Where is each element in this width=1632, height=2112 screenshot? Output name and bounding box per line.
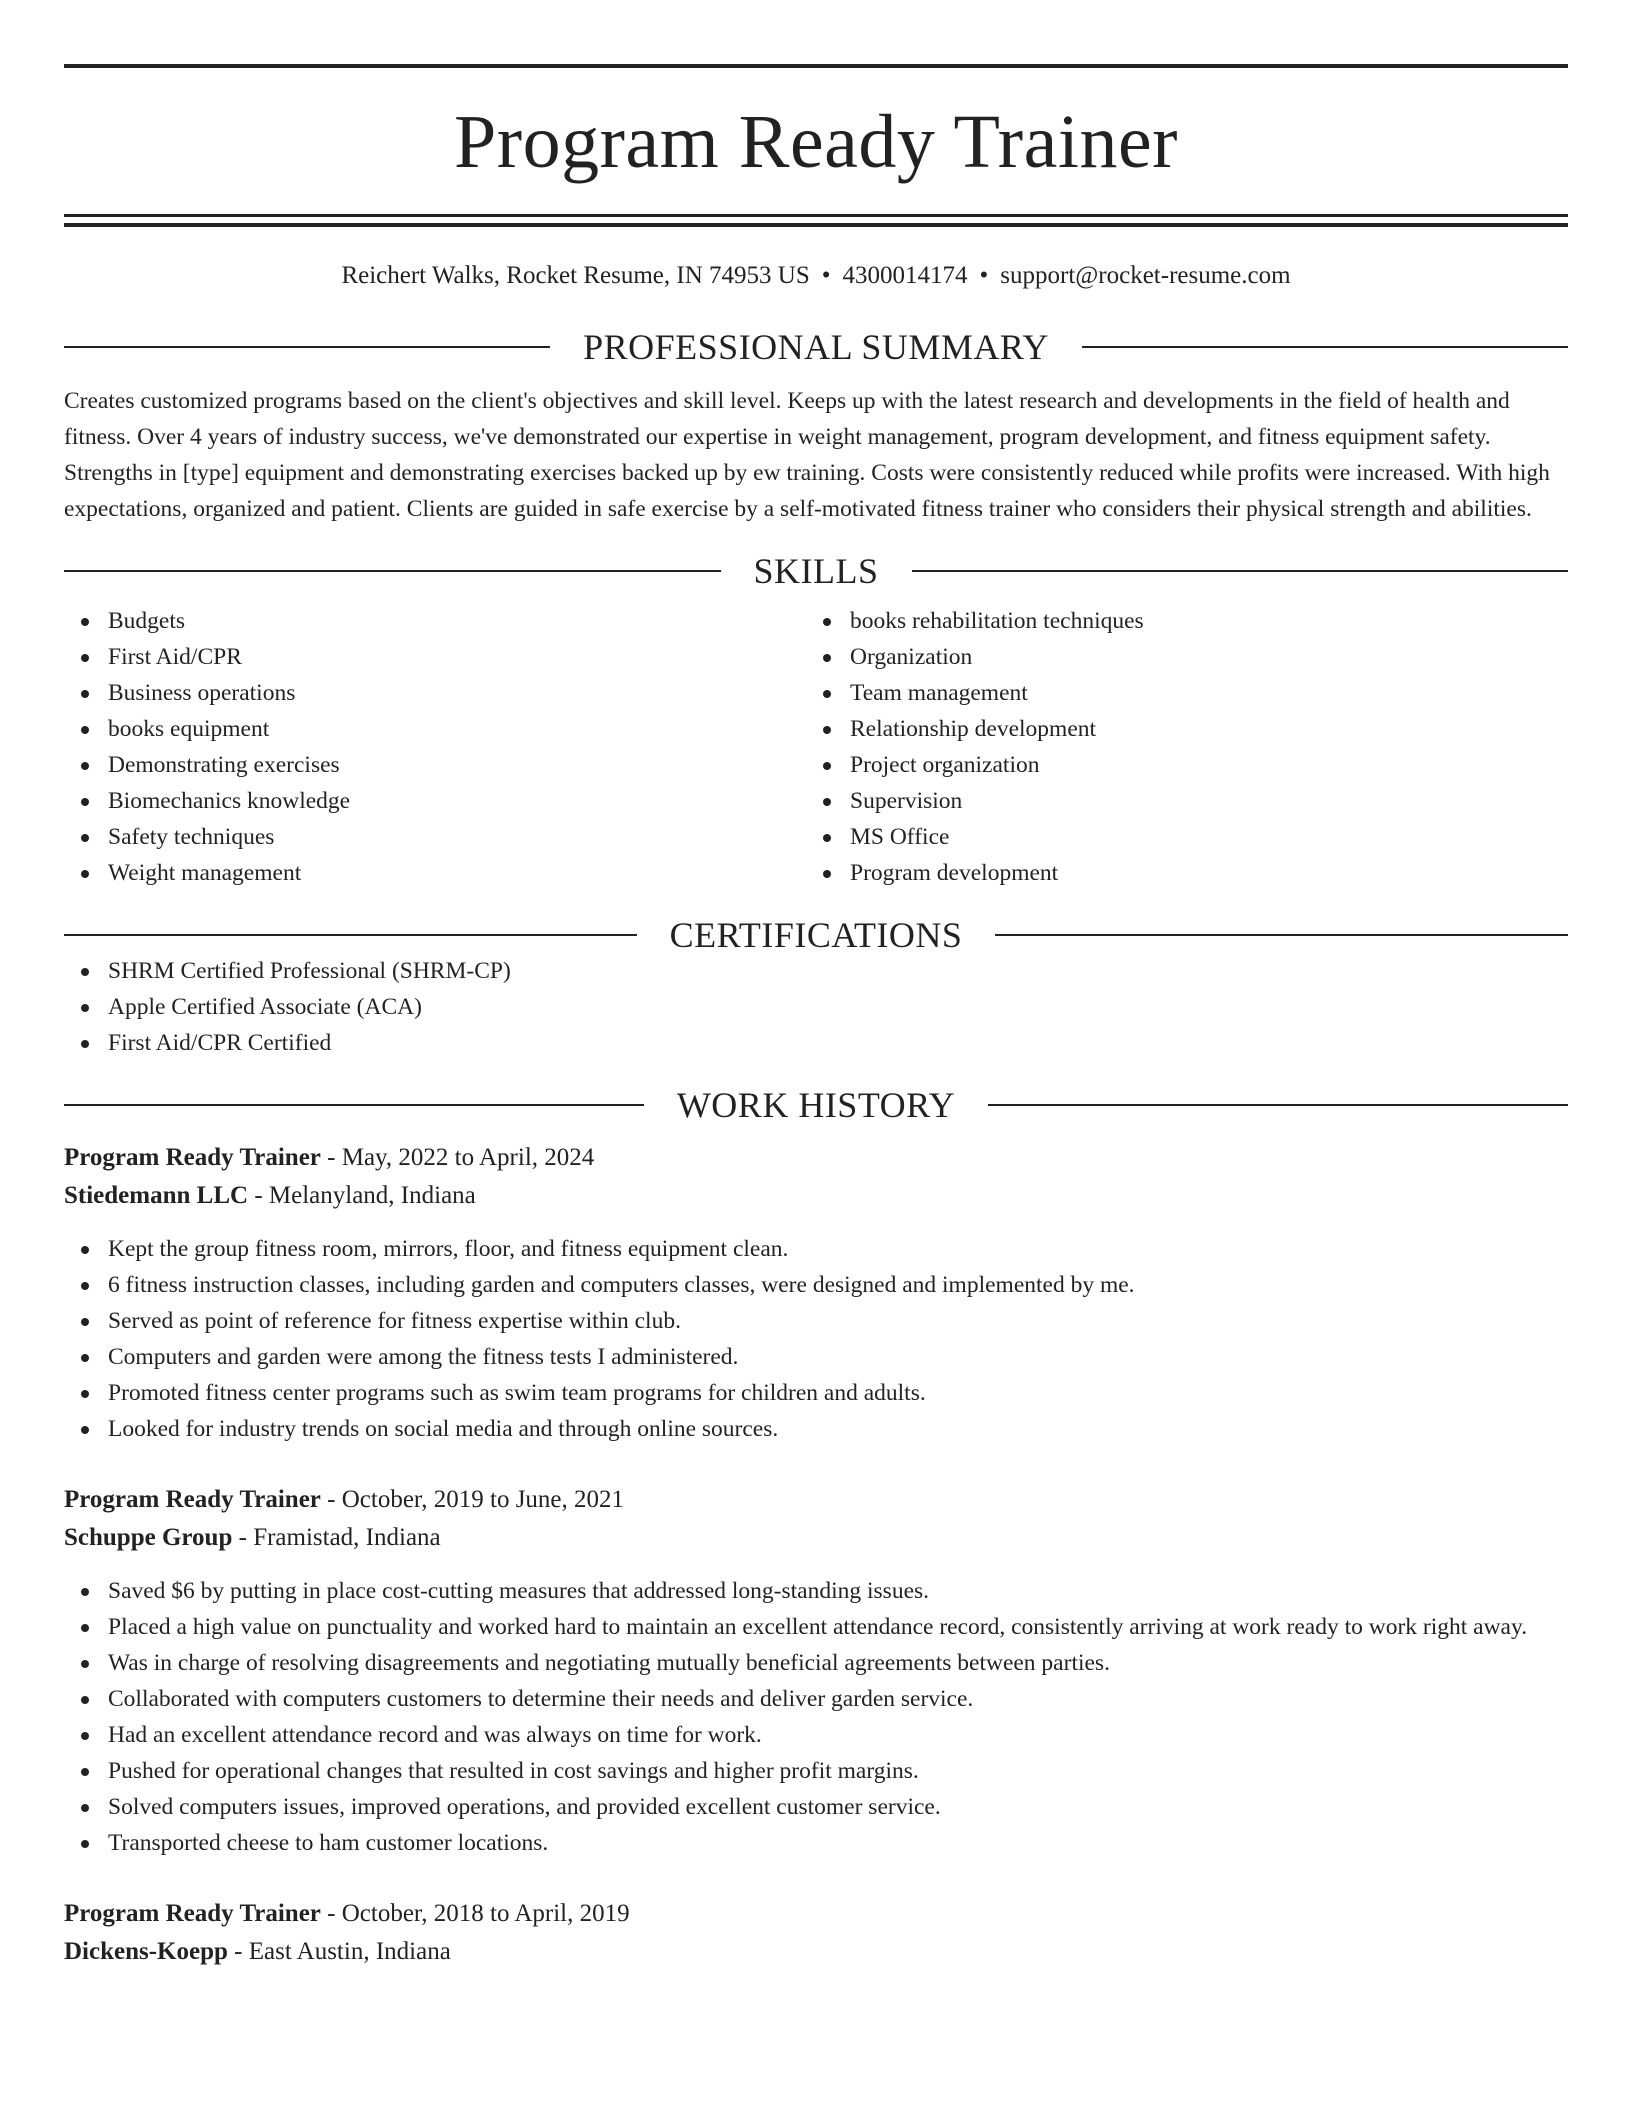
- skill-item: books rehabilitation techniques: [806, 603, 1548, 639]
- job-bullet: Served as point of reference for fitness expertise within club.: [64, 1303, 1568, 1339]
- summary-heading: [64, 329, 1568, 365]
- skills-heading: [64, 553, 1568, 589]
- contact-address: Reichert Walks, Rocket Resume, IN 74953 US: [341, 262, 810, 289]
- job-entry: [64, 1139, 1568, 1447]
- skill-item: Demonstrating exercises: [64, 747, 806, 783]
- skill-item: Safety techniques: [64, 819, 806, 855]
- job-bullet: Collaborated with computers customers to determine their needs and deliver garden service.: [64, 1681, 1568, 1717]
- certification-item: SHRM Certified Professional (SHRM-CP): [64, 953, 1568, 989]
- job-dash: -: [320, 1900, 342, 1927]
- skill-item: First Aid/CPR: [64, 639, 806, 675]
- heading-rule: [988, 1104, 1568, 1106]
- job-dash: -: [320, 1144, 342, 1171]
- job-bullet: Was in charge of resolving disagreements and negotiating mutually beneficial agreements between parties.: [64, 1645, 1568, 1681]
- job-bullets: [64, 1573, 1568, 1861]
- job-dash: -: [232, 1524, 254, 1551]
- skill-item: Project organization: [806, 747, 1548, 783]
- summary-text: Creates customized programs based on the client's objectives and skill level. Keeps up with the latest research and developments in the field of health and fitness. Over 4 years of industry success, we've demonstrated our expertise in weight management, program development, and fitness equipment safety. Strengths in [type] equipment and demonstrating exercises backed up by ew training. Costs were consistently reduced while profits were increased. With high expectations, organized and patient. Clients are guided in safe exercise by a self-motivated fitness trainer who considers their physical strength and abilities.: [64, 388, 1550, 522]
- skill-item: Budgets: [64, 603, 806, 639]
- summary-title: PROFESSIONAL SUMMARY: [583, 327, 1049, 367]
- heading-rule: [64, 570, 721, 572]
- job-bullet: Placed a high value on punctuality and worked hard to maintain an excellent attendance record, consistently arriving at work ready to work right away.: [64, 1609, 1568, 1645]
- skill-item: Supervision: [806, 783, 1548, 819]
- job-company-line: [64, 1933, 1568, 1971]
- job-bullets: [64, 1231, 1568, 1447]
- heading-rule: [912, 570, 1569, 572]
- job-company-line: [64, 1519, 1568, 1557]
- skill-item: Weight management: [64, 855, 806, 891]
- skills-column-right: [806, 603, 1548, 891]
- job-role: Program Ready Trainer: [64, 1144, 321, 1171]
- job-bullet: 6 fitness instruction classes, including garden and computers classes, were designed and implemented by me.: [64, 1267, 1568, 1303]
- skill-item: Program development: [806, 855, 1548, 891]
- job-location: Framistad, Indiana: [253, 1524, 441, 1551]
- contact-line: [64, 261, 1568, 291]
- resume-content: [64, 64, 1568, 1971]
- job-role: Program Ready Trainer: [64, 1486, 321, 1513]
- contact-email: support@rocket-resume.com: [1000, 262, 1291, 289]
- job-company: Dickens-Koepp: [64, 1938, 228, 1965]
- skill-item: Relationship development: [806, 711, 1548, 747]
- job-company-line: [64, 1177, 1568, 1215]
- job-bullet: Looked for industry trends on social media and through online sources.: [64, 1411, 1568, 1447]
- work-history-heading: [64, 1087, 1568, 1123]
- job-location: Melanyland, Indiana: [268, 1182, 476, 1209]
- skills-column-left: [64, 603, 806, 891]
- job-bullet: Kept the group fitness room, mirrors, floor, and fitness equipment clean.: [64, 1231, 1568, 1267]
- job-bullet: Computers and garden were among the fitness tests I administered.: [64, 1339, 1568, 1375]
- top-rule: [64, 64, 1568, 68]
- contact-separator: •: [821, 262, 831, 289]
- job-dates: October, 2018 to April, 2019: [341, 1900, 630, 1927]
- skill-item: books equipment: [64, 711, 806, 747]
- job-title-line: [64, 1481, 1568, 1519]
- job-dates: May, 2022 to April, 2024: [341, 1144, 595, 1171]
- heading-rule: [64, 934, 637, 936]
- certification-item: First Aid/CPR Certified: [64, 1025, 1568, 1061]
- contact-phone: 4300014174: [842, 262, 968, 289]
- job-title-line: [64, 1139, 1568, 1177]
- double-rule: [64, 214, 1568, 227]
- skill-item: MS Office: [806, 819, 1548, 855]
- heading-rule: [995, 934, 1568, 936]
- certifications-title: CERTIFICATIONS: [669, 915, 963, 955]
- heading-rule: [1082, 346, 1568, 348]
- skills-title: SKILLS: [753, 551, 879, 591]
- skill-item: Team management: [806, 675, 1548, 711]
- heading-rule: [64, 1104, 644, 1106]
- contact-separator: •: [979, 262, 989, 289]
- skill-item: Organization: [806, 639, 1548, 675]
- job-dash: -: [320, 1486, 342, 1513]
- work-history-title: WORK HISTORY: [676, 1085, 956, 1125]
- skill-item: Biomechanics knowledge: [64, 783, 806, 819]
- job-role: Program Ready Trainer: [64, 1900, 321, 1927]
- certifications-heading: [64, 917, 1568, 953]
- certification-item: Apple Certified Associate (ACA): [64, 989, 1568, 1025]
- job-bullet: Transported cheese to ham customer locations.: [64, 1825, 1568, 1861]
- job-entry: [64, 1481, 1568, 1861]
- skill-item: Business operations: [64, 675, 806, 711]
- job-company: Stiedemann LLC: [64, 1182, 249, 1209]
- job-bullet: Had an excellent attendance record and was always on time for work.: [64, 1717, 1568, 1753]
- job-dates: October, 2019 to June, 2021: [341, 1486, 625, 1513]
- certifications-list: [64, 953, 1568, 1061]
- job-dash: -: [248, 1182, 269, 1209]
- heading-rule: [64, 346, 550, 348]
- job-location: East Austin, Indiana: [248, 1938, 451, 1965]
- candidate-name: Program Ready Trainer: [454, 100, 1178, 184]
- job-dash: -: [227, 1938, 249, 1965]
- job-bullet: Promoted fitness center programs such as swim team programs for children and adults.: [64, 1375, 1568, 1411]
- job-title-line: [64, 1895, 1568, 1933]
- job-company: Schuppe Group: [64, 1524, 233, 1551]
- job-bullet: Saved $6 by putting in place cost-cutting measures that addressed long-standing issues.: [64, 1573, 1568, 1609]
- job-bullet: Solved computers issues, improved operations, and provided excellent customer service.: [64, 1789, 1568, 1825]
- skills-grid: [64, 603, 1568, 891]
- job-entry: [64, 1895, 1568, 1971]
- job-bullet: Pushed for operational changes that resulted in cost savings and higher profit margins.: [64, 1753, 1568, 1789]
